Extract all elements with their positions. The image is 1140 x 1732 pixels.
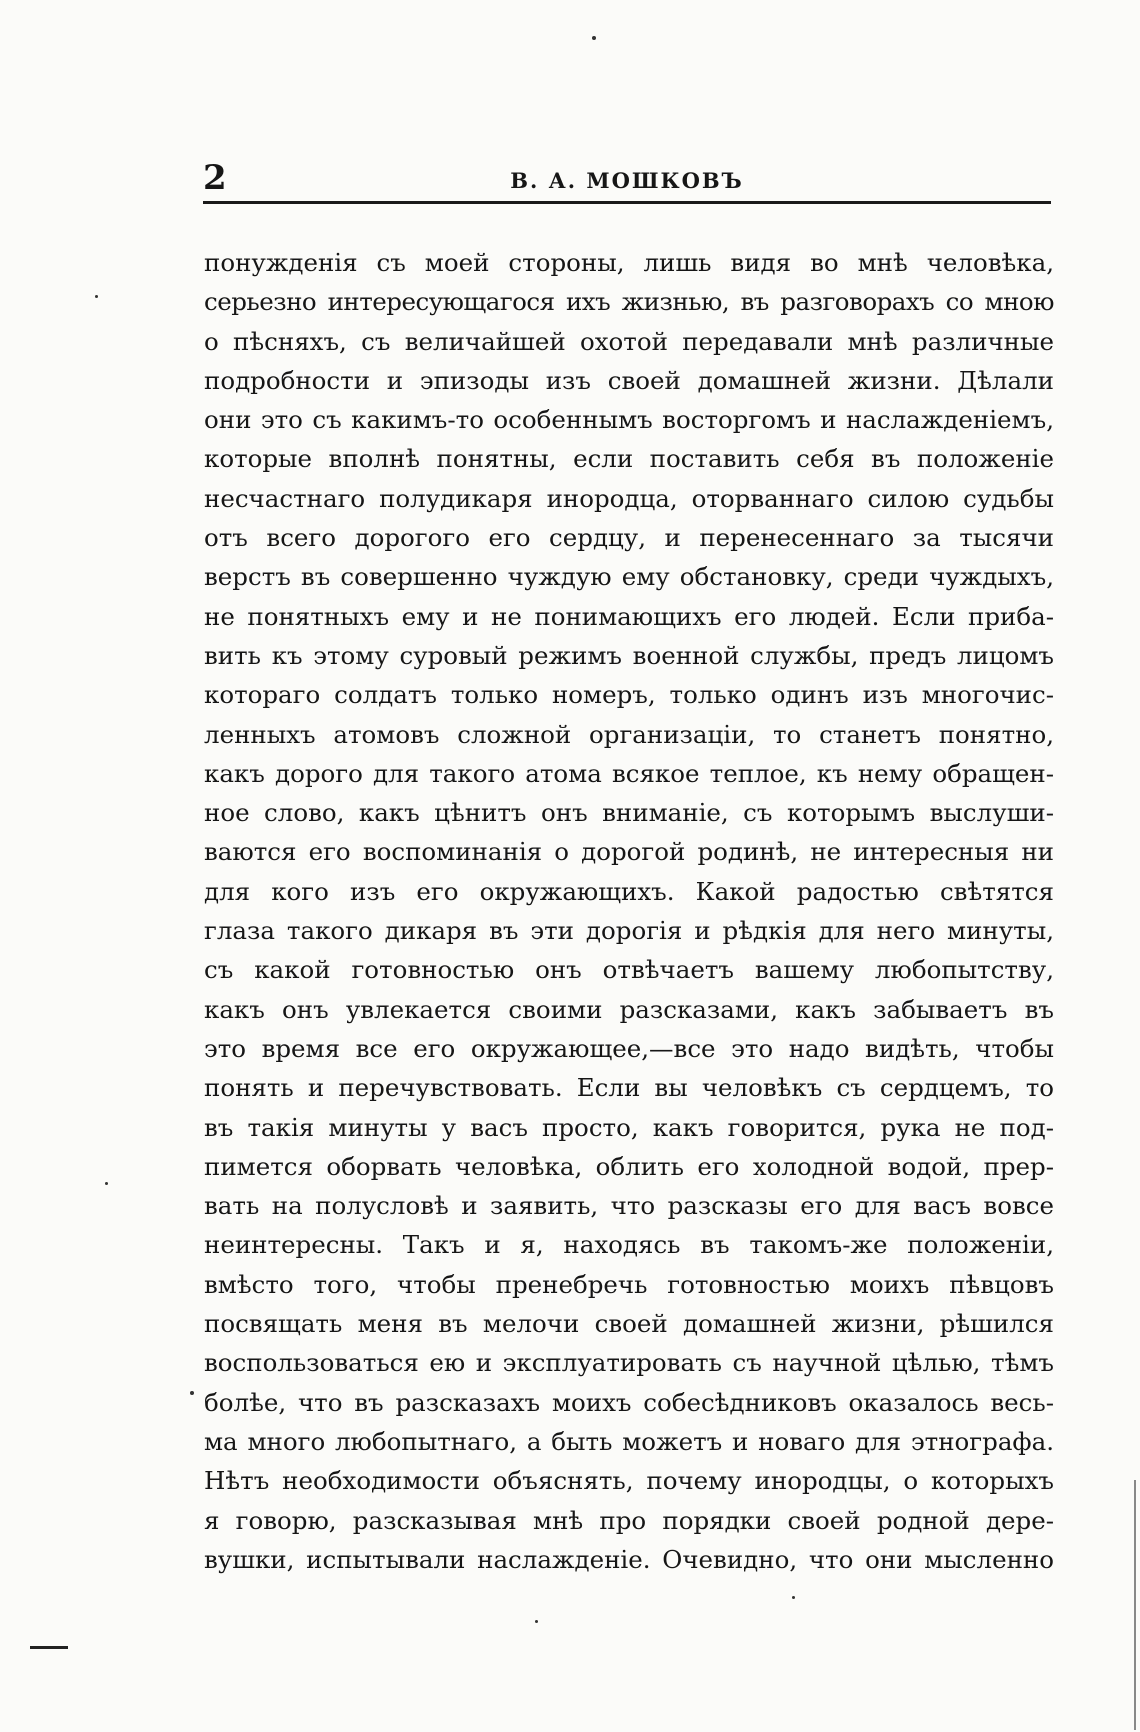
text-line: Нѣтъ необходимости объяснять, почему инородцы, о которыхъ — [204, 1466, 1054, 1496]
scan-speck — [95, 295, 98, 298]
text-line: отъ всего дорогого его сердцу, и перенесеннаго за тысячи — [204, 523, 1054, 553]
text-line: верстъ въ совершенно чуждую ему обстановку, среди чуждыхъ, — [204, 562, 1054, 592]
text-line: вить къ этому суровый режимъ военной службы, предъ лицомъ — [204, 640, 1054, 670]
text-line: это время все его окружающее,—все это надо видѣть, чтобы — [204, 1033, 1054, 1063]
text-line: неинтересны. Такъ и я, находясь въ такомъ-же положеніи, — [204, 1230, 1054, 1260]
text-line: какъ онъ увлекается своими разсказами, какъ забываетъ въ — [204, 994, 1054, 1024]
page-header — [203, 158, 1051, 206]
text-line: вать на полусловѣ и заявить, что разсказы его для васъ вовсе — [204, 1191, 1054, 1221]
text-line: понять и перечувствовать. Если вы человѣкъ съ сердцемъ, то — [204, 1073, 1054, 1103]
text-line: ное слово, какъ цѣнитъ онъ вниманіе, съ которымъ выслуши- — [204, 798, 1054, 828]
text-line: для кого изъ его окружающихъ. Какой радостью свѣтятся — [204, 876, 1054, 906]
text-line: пимется оборвать человѣка, облить его холодной водой, прер- — [204, 1151, 1054, 1181]
text-line: о пѣсняхъ, съ величайшей охотой передавали мнѣ различные — [204, 326, 1054, 356]
text-line: болѣе, что въ разсказахъ моихъ собесѣдниковъ оказалось весь- — [204, 1387, 1054, 1417]
text-line: глаза такого дикаря въ эти дорогія и рѣдкія для него минуты, — [204, 916, 1054, 946]
scan-speck — [190, 1391, 194, 1395]
page-number: 2 — [203, 158, 227, 198]
text-line: несчастнаго полудикаря инородца, оторваннаго силою судьбы — [204, 483, 1054, 513]
scan-speck — [592, 36, 596, 40]
text-line: воспользоваться ею и эксплуатировать съ научной цѣлью, тѣмъ — [204, 1348, 1054, 1378]
text-line: я говорю, разсказывая мнѣ про порядки своей родной дере- — [204, 1505, 1054, 1535]
header-rule — [203, 201, 1051, 204]
text-line: ма много любопытнаго, а быть можетъ и новаго для этнографа. — [204, 1426, 1054, 1456]
scan-speck — [792, 1596, 795, 1599]
scan-speck — [105, 1182, 108, 1185]
text-line: посвящать меня въ мелочи своей домашней жизни, рѣшился — [204, 1309, 1054, 1339]
scan-speck — [535, 1620, 538, 1623]
text-line: которые вполнѣ понятны, если поставить себя въ положеніе — [204, 444, 1054, 474]
text-line: они это съ какимъ-то особеннымъ восторгомъ и наслажденіемъ, — [204, 405, 1054, 435]
text-line: въ такія минуты у васъ просто, какъ говорится, рука не под- — [204, 1112, 1054, 1142]
scan-page-edge — [1134, 1480, 1136, 1730]
running-head: В. А. МОШКОВЪ — [510, 168, 744, 193]
scan-edge-mark — [30, 1646, 68, 1649]
text-line: вушки, испытывали наслажденіе. Очевидно, что они мысленно — [204, 1544, 1054, 1574]
text-line: ленныхъ атомовъ сложной организаціи, то станетъ понятно, — [204, 719, 1054, 749]
text-line: серьезно интересующагося ихъ жизнью, въ разговорахъ со мною — [204, 287, 1054, 317]
text-line: подробности и эпизоды изъ своей домашней жизни. Дѣлали — [204, 365, 1054, 395]
text-line: вмѣсто того, чтобы пренебречь готовностью моихъ пѣвцовъ — [204, 1269, 1054, 1299]
text-line: понужденія съ моей стороны, лишь видя во мнѣ человѣка, — [204, 248, 1054, 277]
text-line: ваются его воспоминанія о дорогой родинѣ, не интересныя ни — [204, 837, 1054, 867]
text-line: не понятныхъ ему и не понимающихъ его людей. Если приба- — [204, 601, 1054, 631]
text-line: съ какой готовностью онъ отвѣчаетъ вашему любопытству, — [204, 955, 1054, 985]
text-line: котораго солдатъ только номеръ, только одинъ изъ многочис- — [204, 680, 1054, 710]
body-text — [204, 243, 1054, 1579]
text-line: какъ дорого для такого атома всякое теплое, къ нему обращен- — [204, 758, 1054, 788]
